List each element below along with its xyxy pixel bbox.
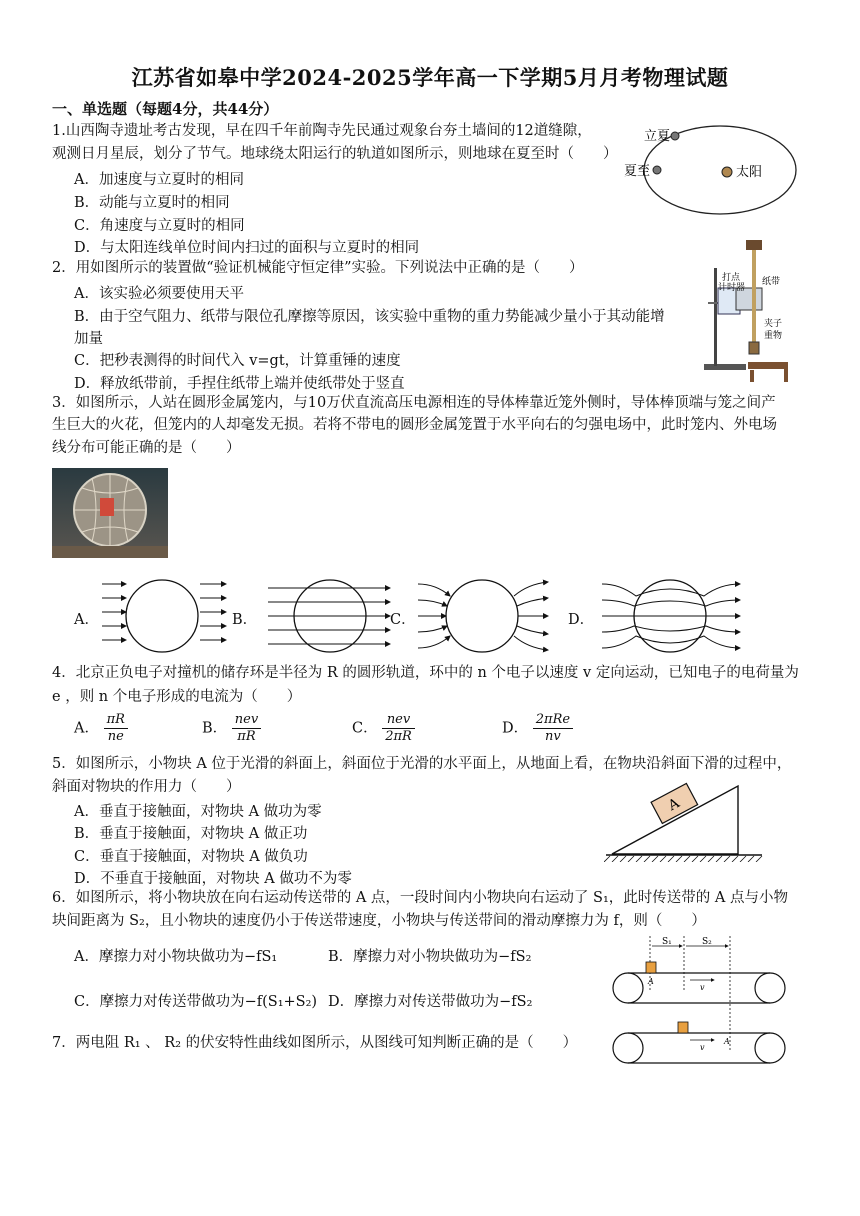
label-lixia: 立夏 [644,129,671,144]
q5-option-c: C．垂直于接触面，对物块 A 做负功 [74,849,308,865]
q6-stem-line2: 块间距离为 S₂，且小物块的速度仍小于传送带速度，小物块与传送带间的滑动摩擦力为 f，则（ ） [52,913,706,929]
label-a-top: A [648,977,654,986]
q6-option-c: C．摩擦力对传送带做功为−f(S₁+S₂) [74,994,318,1010]
q2-option-b-line2: 加量 [74,331,103,347]
conveyor-figure [610,932,790,1070]
label-s1: S₁ [662,937,672,947]
q3-stem-line2: 生巨大的火花，但笼内的人却毫发无损。若将不带电的圆形金属笼置于水平向右的匀强电场中，此时笼内、外电场 [52,417,777,433]
q4-option-d [502,712,573,745]
q5-option-a: A．垂直于接触面，对物块 A 做功为零 [74,804,322,820]
q4-option-c-fraction: $\frac{\text{nev}}{2\pi R}$ [382,712,415,745]
q4-stem-line2: e ，则 n 个电子形成的电流为（ ） [52,689,302,705]
label-timer-2: 计时器 [718,283,746,293]
q3-stem-line3: 线分布可能正确的是（ ） [52,440,241,456]
q4-option-b-label: B． [202,720,228,737]
q4-option-b-fraction: $\frac{\text{nev}}{\pi R}$ [232,712,261,745]
faraday-cage-photo [52,468,168,558]
q4-option-a-fraction: $\frac{\pi R}{ne}$ [104,712,128,745]
label-a-bottom: A [724,1037,730,1046]
q1-stem-line2: 观测日月星辰，划分了节气。地球绕太阳运行的轨道如图所示，则地球在夏至时（ ） [52,146,618,162]
q5-stem-line1: 5．如图所示，小物块 A 位于光滑的斜面上，斜面位于光滑的水平面上，从地面上看，在物块沿斜面下滑的过程中， [52,756,792,772]
q6-option-a: A．摩擦力对小物块做功为−fS₁ [74,949,278,965]
q3-option-d: D． [568,612,595,628]
section-heading: 一、单选题（每题4分，共44分） [52,100,279,118]
block-label: A [665,795,683,815]
q4-option-c-label: C． [352,720,378,737]
field-diagram-b [264,576,394,656]
q2-option-a: A．该实验必须要使用天平 [74,286,244,302]
incline-figure [604,780,764,862]
q5-stem-line2: 斜面对物块的作用力（ ） [52,779,241,795]
page-title: 江苏省如皋中学2024-2025学年高一下学期5月月考物理试题 [131,65,729,90]
q7-stem-line1: 7．两电阻 R₁ 、 R₂ 的伏安特性曲线如图所示，从图线可知判断正确的是（ ） [52,1035,578,1051]
q1-option-a: A．加速度与立夏时的相同 [74,172,244,188]
free-fall-apparatus-figure [696,238,796,384]
q1-option-b: B．动能与立夏时的相同 [74,195,230,211]
label-clip: 夹子 [764,319,783,329]
q3-stem-line1: 3．如图所示，人站在圆形金属笼内，与10万伏直流高压电源相连的导体棒靠近笼外侧时，导体棒顶端与笼之间产 [52,395,776,411]
orbit-figure [620,118,800,220]
q1-stem-line1: 1.山西陶寺遗址考古发现，早在四千年前陶寺先民通过观象台夯土墙间的12道缝隙， [52,123,592,139]
q4-option-c [352,712,415,745]
field-diagram-c [414,574,554,658]
q3-option-b: B． [232,612,258,628]
q6-option-b: B．摩擦力对小物块做功为−fS₂ [328,949,532,965]
q4-option-a [74,712,128,745]
field-diagram-a [100,576,230,656]
q3-option-c: C． [390,612,416,628]
q6-stem-line1: 6．如图所示，将小物块放在向右运动传送带的 A 点，一段时间内小物块向右运动了 S₁，此时传送带的 A 点与小物 [52,890,788,906]
label-v-top: v [700,983,705,992]
q4-option-b [202,712,261,745]
label-sun: 太阳 [736,165,763,180]
q2-option-d: D．释放纸带前，手捏住纸带上端并使纸带处于竖直 [74,376,405,392]
label-v-bottom: v [700,1043,705,1052]
q6-option-d: D．摩擦力对传送带做功为−fS₂ [328,994,533,1010]
label-xiazhi: 夏至 [624,164,651,179]
q2-option-c: C．把秒表测得的时间代入 v=gt，计算重锤的速度 [74,353,401,369]
label-weight: 重物 [764,331,783,341]
q4-option-d-label: D． [502,720,529,737]
q4-stem-line1: 4．北京正负电子对撞机的储存环是半径为 R 的圆形轨道，环中的 n 个电子以速度 v 定向运动，已知电子的电荷量为 [52,665,799,681]
label-tape: 纸带 [762,277,781,287]
q4-option-d-fraction: $\frac{\text{2πRe}}{nv}$ [533,712,573,745]
q2-stem-line1: 2．用如图所示的装置做“验证机械能守恒定律”实验。下列说法中正确的是（ ） [52,260,584,276]
q5-option-d: D．不垂直于接触面，对物块 A 做功不为零 [74,871,352,887]
label-timer-1: 打点 [722,273,741,283]
q2-option-b-line1: B．由于空气阻力、纸带与限位孔摩擦等原因，该实验中重物的重力势能减少量小于其动能增 [74,309,665,325]
q5-option-b: B．垂直于接触面，对物块 A 做正功 [74,826,308,842]
q1-option-d: D．与太阳连线单位时间内扫过的面积与立夏时的相同 [74,240,420,256]
q1-option-c: C．角速度与立夏时的相同 [74,218,245,234]
q4-option-a-label: A． [74,720,99,737]
q3-option-a: A． [74,612,99,628]
label-s2: S₂ [702,937,712,947]
field-diagram-d [596,574,746,658]
